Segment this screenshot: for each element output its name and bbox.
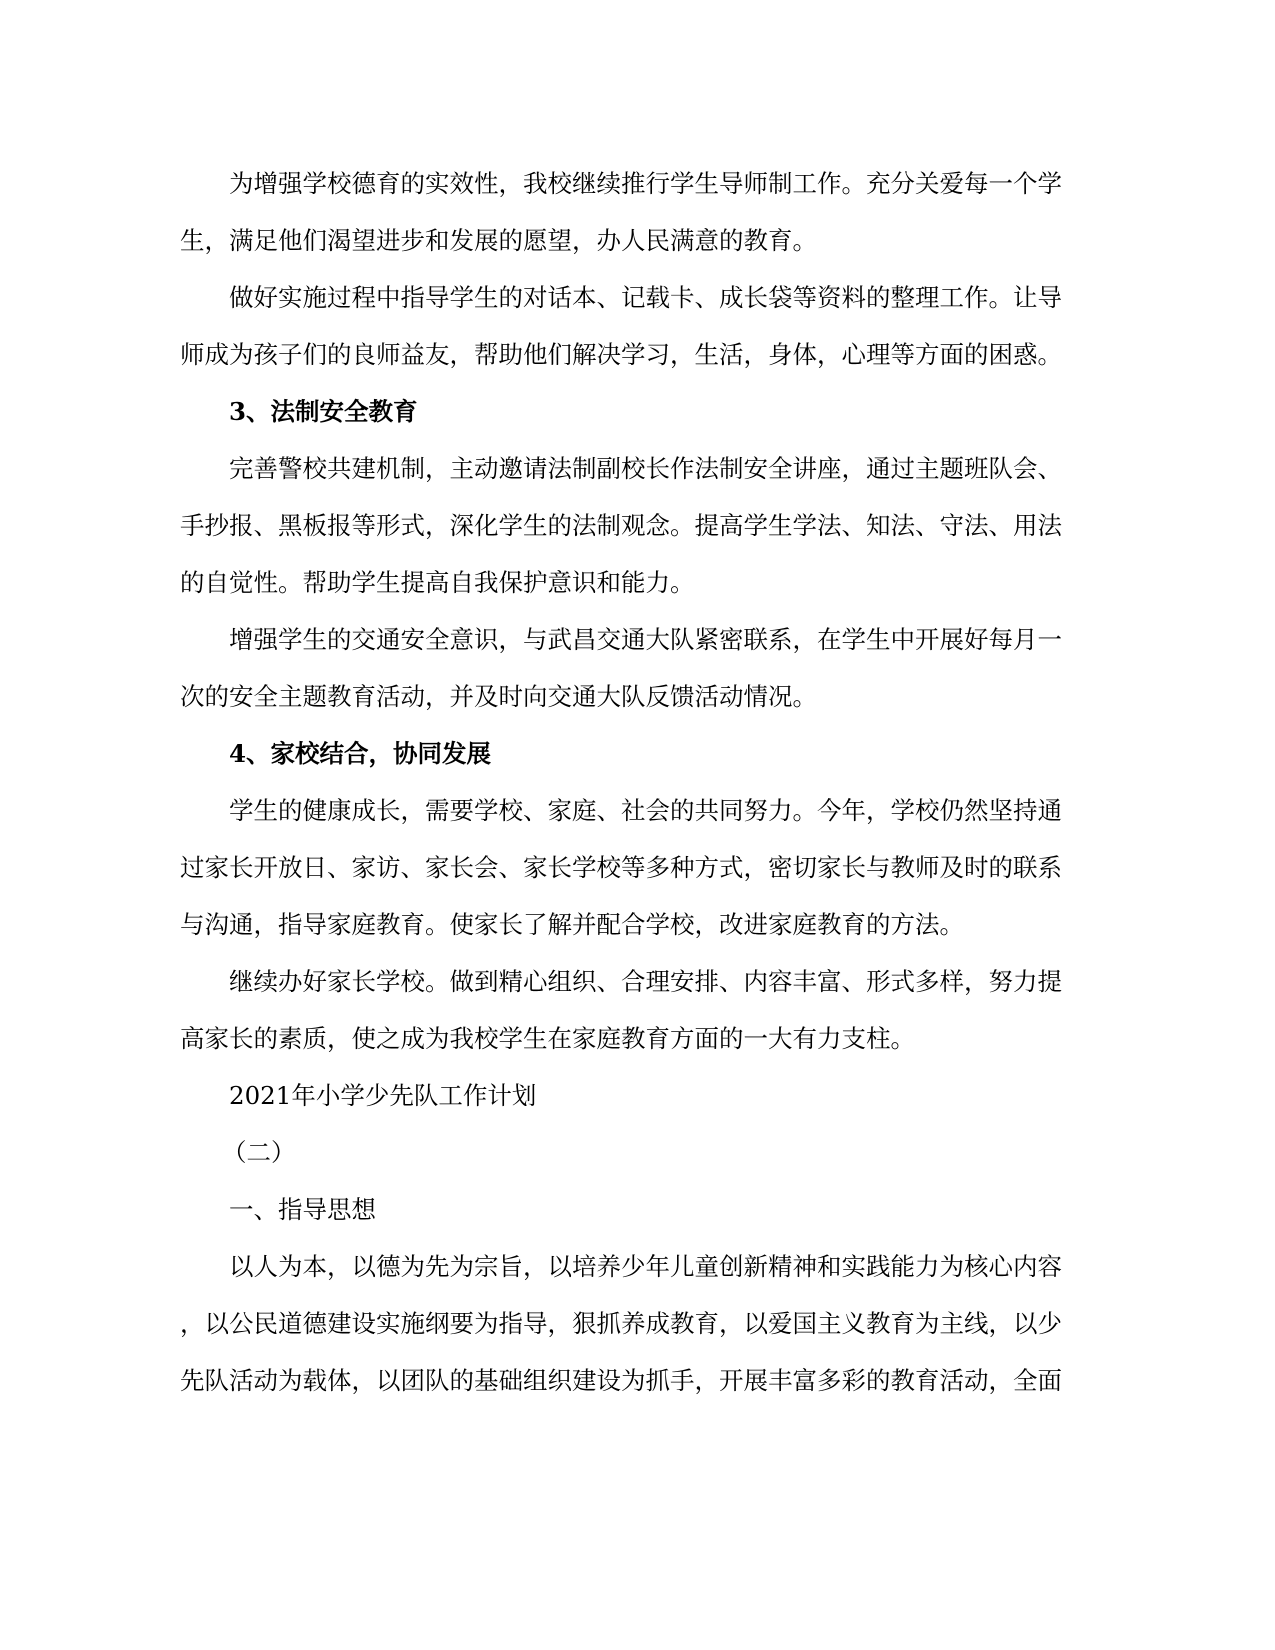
document-title: 2021年小学少先队工作计划 [229, 1081, 537, 1110]
paragraph-line: 做好实施过程中指导学生的对话本、记载卡、成长袋等资料的整理工作。让导 [229, 283, 1062, 312]
paragraph-line: 手抄报、黑板报等形式，深化学生的法制观念。提高学生学法、知法、守法、用法 [180, 511, 1062, 540]
paragraph-line: ，以公民道德建设实施纲要为指导，狠抓养成教育，以爱国主义教育为主线，以少 [180, 1309, 1062, 1338]
paragraph-line: 高家长的素质，使之成为我校学生在家庭教育方面的一大有力支柱。 [180, 1024, 915, 1053]
paragraph-line: 过家长开放日、家访、家长会、家长学校等多种方式，密切家长与教师及时的联系 [180, 853, 1062, 882]
paragraph-line: 生，满足他们渴望进步和发展的愿望，办人民满意的教育。 [180, 226, 817, 255]
paragraph-line: 与沟通，指导家庭教育。使家长了解并配合学校，改进家庭教育的方法。 [180, 910, 964, 939]
paragraph-line: 次的安全主题教育活动，并及时向交通大队反馈活动情况。 [180, 682, 817, 711]
paragraph-line: 增强学生的交通安全意识，与武昌交通大队紧密联系，在学生中开展好每月一 [229, 625, 1062, 654]
paragraph-line: 以人为本，以德为先为宗旨，以培养少年儿童创新精神和实践能力为核心内容 [229, 1252, 1062, 1281]
paragraph-line: 的自觉性。帮助学生提高自我保护意识和能力。 [180, 568, 695, 597]
section-heading: 4、家校结合，协同发展 [229, 739, 492, 768]
paragraph-line: 继续办好家长学校。做到精心组织、合理安排、内容丰富、形式多样，努力提 [229, 967, 1062, 996]
section-heading: 3、法制安全教育 [229, 397, 418, 426]
paragraph-line: 师成为孩子们的良师益友，帮助他们解决学习，生活，身体，心理等方面的困惑。 [180, 340, 1062, 369]
section-number: （二） [222, 1138, 296, 1167]
paragraph-line: 完善警校共建机制，主动邀请法制副校长作法制安全讲座，通过主题班队会、 [229, 454, 1062, 483]
paragraph-line: 为增强学校德育的实效性，我校继续推行学生导师制工作。充分关爱每一个学 [229, 169, 1062, 198]
paragraph-line: 学生的健康成长，需要学校、家庭、社会的共同努力。今年，学校仍然坚持通 [229, 796, 1062, 825]
section-heading: 一、指导思想 [229, 1195, 376, 1224]
paragraph-line: 先队活动为载体，以团队的基础组织建设为抓手，开展丰富多彩的教育活动，全面 [180, 1366, 1062, 1395]
